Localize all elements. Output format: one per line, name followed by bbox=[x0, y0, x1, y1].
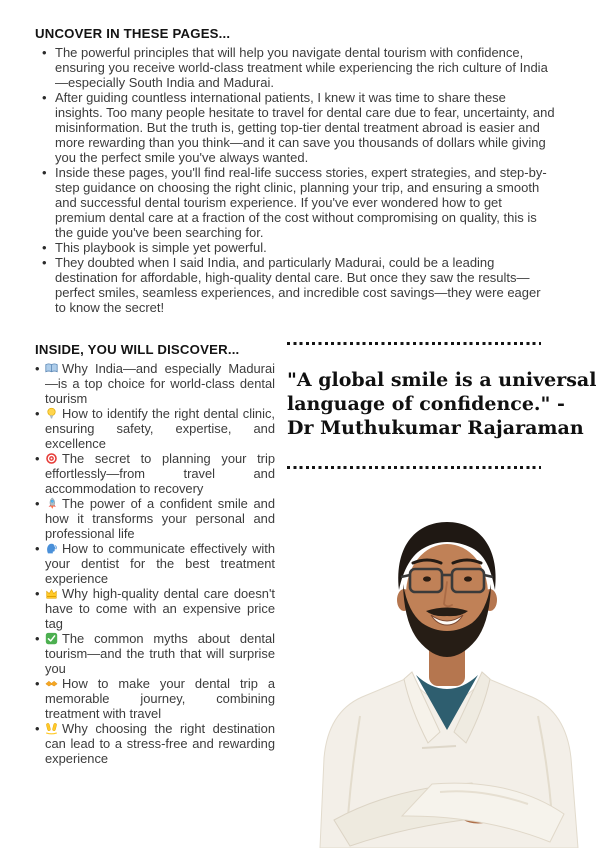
uncover-list-item: • They doubted when I said India, and particularly Madurai, could be a leading destination for affordable, high-quality dental care. But once they saw the results—perfect smiles, seamless experiences, and incredible cost savings—they were eager to know the secret! bbox=[35, 255, 555, 315]
inside-section bbox=[35, 342, 275, 766]
inside-item-text: The power of a confident smile and how it transforms your personal and professional life bbox=[45, 496, 275, 541]
check-mark-icon bbox=[45, 632, 58, 645]
inside-list-item bbox=[35, 541, 275, 586]
handshake-icon bbox=[45, 677, 58, 690]
inside-item-text: Why choosing the right destination can lead to a stress-free and rewarding experience bbox=[45, 721, 275, 766]
rocket-icon bbox=[45, 497, 58, 510]
inside-heading: INSIDE, YOU WILL DISCOVER... bbox=[35, 342, 240, 357]
inside-list-item bbox=[35, 406, 275, 451]
uncover-heading: UNCOVER IN THESE PAGES... bbox=[35, 26, 231, 41]
uncover-section bbox=[35, 26, 555, 315]
inside-list bbox=[35, 361, 275, 766]
uncover-list-item: • This playbook is simple yet powerful. bbox=[35, 240, 555, 255]
inside-item-text: How to identify the right dental clinic, ensuring safety, expertise, and excellence bbox=[45, 406, 275, 451]
dotted-divider-top bbox=[287, 342, 541, 345]
inside-item-text: The secret to planning your trip effortlessly—from travel and accommodation to recovery bbox=[45, 451, 275, 496]
inside-list-item bbox=[35, 451, 275, 496]
quote-block bbox=[287, 368, 597, 440]
inside-item-text: How to make your dental trip a memorable journey, combining treatment with travel bbox=[45, 676, 275, 721]
uncover-list-item: • Inside these pages, you'll find real-life success stories, expert strategies, and step-by-step guidance on choosing the right clinic, planning your trip, and ensuring a smooth and successful dental tourism experience. If you've ever wondered how to get premium dental care at a fraction of the cost without compromising on quality, this is the guide you've been searching for. bbox=[35, 165, 555, 240]
quote-line: language of confidence." - bbox=[287, 393, 565, 415]
uncover-list bbox=[35, 45, 555, 315]
uncover-list-item: • The powerful principles that will help you navigate dental tourism with confidence, ensuring you receive world-class treatment while experiencing the rich culture of India—especially South India and Madurai. bbox=[35, 45, 555, 90]
quote-line: Dr Muthukumar Rajaraman bbox=[287, 417, 584, 439]
inside-list-item bbox=[35, 586, 275, 631]
inside-list-item bbox=[35, 676, 275, 721]
inside-item-text: How to communicate effectively with your dentist for the best treatment experience bbox=[45, 541, 275, 586]
dotted-divider-bottom bbox=[287, 466, 541, 469]
inside-list-item bbox=[35, 631, 275, 676]
inside-item-text: Why India—and especially Madurai—is a top choice for world-class dental tourism bbox=[45, 361, 275, 406]
lightbulb-icon bbox=[45, 407, 58, 420]
quote-line: "A global smile is a universal bbox=[287, 369, 597, 391]
photo-head bbox=[397, 522, 497, 657]
doctor-portrait-photo bbox=[300, 516, 600, 848]
inside-list-item bbox=[35, 496, 275, 541]
crown-icon bbox=[45, 587, 58, 600]
target-icon bbox=[45, 452, 58, 465]
uncover-list-item: • After guiding countless international patients, I knew it was time to share these insights. Too many people hesitate to travel for dental care due to fear, uncertainty, and misinformation. But the truth is, getting top-tier dental treatment abroad is easier and more rewarding than you think—and it can save you thousands of dollars while giving you the perfect smile you've always wanted. bbox=[35, 90, 555, 165]
raising-hands-icon bbox=[45, 722, 58, 735]
inside-item-text: Why high-quality dental care doesn't have to come with an expensive price tag bbox=[45, 586, 275, 631]
inside-list-item bbox=[35, 361, 275, 406]
open-book-icon bbox=[45, 362, 58, 375]
speaking-head-icon bbox=[45, 542, 58, 555]
inside-item-text: The common myths about dental tourism—and the truth that will surprise you bbox=[45, 631, 275, 676]
inside-list-item bbox=[35, 721, 275, 766]
